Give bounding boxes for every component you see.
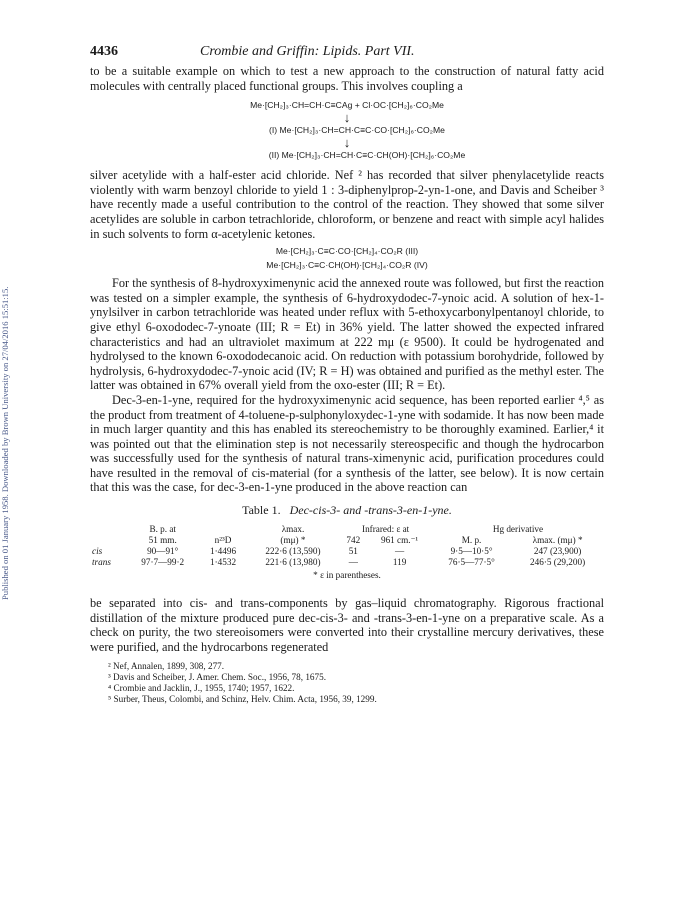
paper-page — [90, 44, 604, 705]
table-header-cell: (mμ) * — [280, 535, 306, 546]
table-header-cell: Infrared: ε at — [362, 524, 410, 535]
compound-formulas — [90, 244, 604, 272]
paragraph-acetylide: silver acetylide with a half-ester acid chloride. Nef ² has recorded that silver phenylacetylide reacts violently with warm benzoyl chloride to yield 1 : 3-diphenylprop-2-yn-1-one, and Davis and Scheiber ³ have recently made a useful contribution to the control of the reaction. They showed that some silver acetylides are soluble in carbon tetrachloride, chloroform, or benzene and react with simple acyl halides in such solvents to form α-acetylenic ketones. — [90, 168, 604, 241]
table-header-cell: M. p. — [461, 535, 482, 546]
table-cell: — — [348, 557, 358, 568]
reaction-arrow-2: ↓ — [343, 135, 351, 151]
table-row — [90, 557, 604, 568]
table-cell: 1·4496 — [210, 546, 237, 557]
table-cell: 221·6 (13,980) — [265, 557, 321, 568]
reactants-formula: Me·[CH₂]₃·CH=CH·C≡CAg + Cl·OC·[CH₂]₆·CO₂Me — [250, 100, 444, 111]
table-cell: 246·5 (29,200) — [530, 557, 586, 568]
table-header-cell: n²³D — [214, 535, 232, 546]
table-header-cell: λmax. (mμ) * — [532, 535, 583, 546]
table-title: Dec-cis-3- and -trans-3-en-1-yne. — [289, 503, 452, 518]
references — [90, 661, 604, 705]
table-cell: 247 (23,900) — [533, 546, 582, 557]
table-header-row — [90, 524, 604, 535]
data-table — [90, 524, 604, 568]
table-row — [90, 546, 604, 557]
table-cell: — — [394, 546, 405, 557]
product-formula: (II) Me·[CH₂]₃·CH=CH·C≡C·CH(OH)·[CH₂]₆·CO₂Me — [268, 150, 466, 161]
reaction-arrow-1: ↓ — [343, 110, 351, 126]
table-header-cell: B. p. at — [149, 524, 176, 535]
running-header — [90, 44, 604, 60]
table-cell: 76·5—77·5° — [448, 557, 495, 568]
table-cell: cis — [92, 546, 103, 557]
table-cell: trans — [92, 557, 111, 568]
table-header-row — [90, 535, 604, 546]
compound-iii: Me·[CH₂]₃·C≡C·CO·[CH₂]₄·CO₂R (III) — [275, 246, 419, 257]
intermediate-formula: (I) Me·[CH₂]₃·CH=CH·C≡C·CO·[CH₂]₆·CO₂Me — [269, 125, 445, 136]
table-caption — [90, 503, 604, 518]
page-number: 4436 — [90, 44, 118, 59]
table-label: Table 1. — [242, 503, 281, 518]
table-cell: 9·5—10·5° — [450, 546, 493, 557]
table-cell: 119 — [392, 557, 407, 568]
table-header-cell: Hg derivative — [492, 524, 544, 535]
running-title: Crombie and Griffin: Lipids. Part VII. — [200, 44, 415, 59]
table-header-cell — [90, 524, 126, 535]
table-header-cell — [199, 524, 246, 535]
download-watermark: Published on 01 January 1958. Downloaded by Brown University on 27/04/2016 15:51:15. — [0, 286, 10, 600]
paragraph-separation: be separated into cis- and trans-components by gas–liquid chromatography. Rigorous fractional distillation of the mixture produced pure dec-cis-3- and -trans-3-en-1-yne on a preparative scale. As a check on purity, the two stereoisomers were converted into their crystalline mercury derivatives, these were purified, and the hydrocarbons regenerated — [90, 596, 604, 654]
table-cell: 90—91° — [147, 546, 179, 557]
compound-iv: Me·[CH₂]₃·C≡C·CH(OH)·[CH₂]₄·CO₂R (IV) — [266, 260, 428, 271]
table-header-cell: 51 mm. — [148, 535, 177, 546]
paragraph-synthesis: For the synthesis of 8-hydroxyximenynic acid the annexed route was followed, but first the reaction was tested on a simpler example, the synthesis of 6-hydroxydodec-7-ynoic acid. A solution of hex-1-ynylsilver in carbon tetrachloride was heated under reflux with 5-ethoxycarbonylpentanoyl chloride, to give ethyl 6-oxododec-7-ynoate (III; R = Et) in 36% yield. The latter showed the expected infrared characteristics and had an ultraviolet maximum at 222 mμ (ε 9500). It could be hydrogenated and hydrolysed to the known 6-oxododecanoic acid. On reduction with potassium borohydride, followed by hydrolysis, 6-hydroxydodec-7-ynoic acid (IV; R = H) was obtained and purified as the methyl ester. The latter was obtained in 67% overall yield from the oxo-ester (III; R = Et). — [90, 276, 604, 393]
table-header-cell: λmax. — [281, 524, 305, 535]
reference-item: ³ Davis and Scheiber, J. Amer. Chem. Soc., 1956, 78, 1675. — [108, 672, 327, 683]
reference-item: ² Nef, Annalen, 1899, 308, 277. — [108, 661, 225, 672]
table-header-cell: 742 — [346, 535, 361, 546]
table-cell: 1·4532 — [210, 557, 237, 568]
table-cell: 222·6 (13,590) — [265, 546, 321, 557]
table-cell: 97·7—99·2 — [141, 557, 185, 568]
table-header-cell: 961 cm.⁻¹ — [380, 535, 419, 546]
table-footnote: * ε in parentheses. — [313, 570, 381, 581]
intro-paragraph: to be a suitable example on which to test a new approach to the construction of natural fatty acid molecules with centrally placed functional groups. This involves coupling a — [90, 64, 604, 93]
reaction-scheme — [90, 99, 604, 162]
reference-item: ⁵ Surber, Theus, Colombi, and Schinz, Helv. Chim. Acta, 1956, 39, 1299. — [108, 694, 377, 705]
table-cell: 51 — [348, 546, 358, 557]
table-header-cell — [90, 535, 126, 546]
paragraph-decenyne: Dec-3-en-1-yne, required for the hydroxyximenynic acid sequence, has been reported earlier ⁴,⁵ as the product from treatment of 4-toluene-p-sulphonyloxydec-1-yne with sodamide. It has now been made in much larger quantity and this has enabled its stereochemistry to be thoroughly examined. Earlier,⁴ it was pointed out that the elimination step is not necessarily stereospecific and though the hydrocarbon was successfully used for the synthesis of natural trans-ximenynic acid, purification procedures could have resulted in the removal of cis-material (for a synthesis of the latter, see below). It is now certain that this was the case, for dec-3-en-1-yne produced in the above reaction can — [90, 392, 604, 495]
reference-item: ⁴ Crombie and Jacklin, J., 1955, 1740; 1957, 1622. — [108, 683, 295, 694]
